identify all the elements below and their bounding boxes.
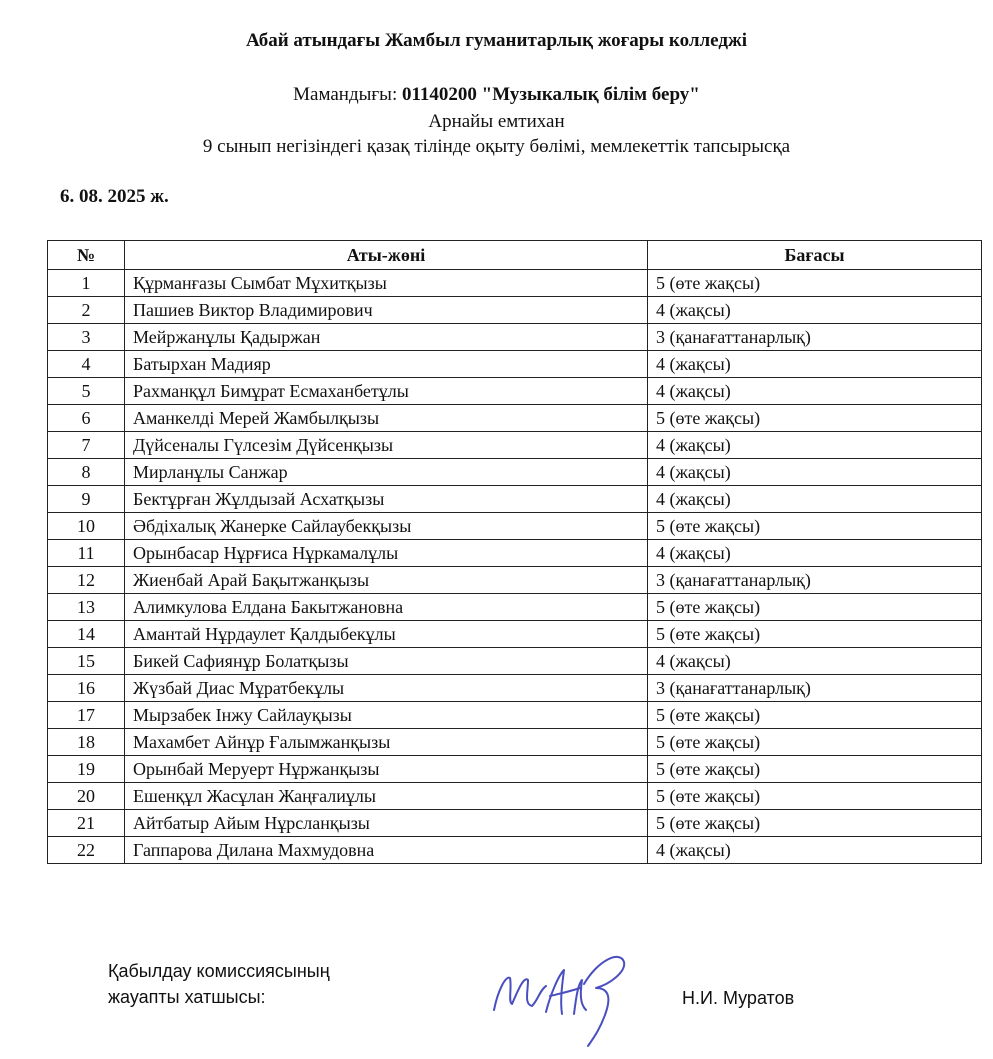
handwritten-signature — [488, 940, 638, 1050]
row-number: 3 — [48, 324, 125, 351]
student-grade: 4 (жақсы) — [648, 432, 982, 459]
table-row — [48, 270, 982, 297]
student-grade: 4 (жақсы) — [648, 486, 982, 513]
table-row — [48, 540, 982, 567]
specialty-line — [0, 84, 993, 106]
row-number: 13 — [48, 594, 125, 621]
student-grade: 5 (өте жақсы) — [648, 405, 982, 432]
student-name: Жүзбай Диас Мұратбекұлы — [125, 675, 648, 702]
table-row — [48, 729, 982, 756]
table-row — [48, 702, 982, 729]
student-name: Дүйсеналы Гүлсезім Дүйсенқызы — [125, 432, 648, 459]
row-number: 21 — [48, 810, 125, 837]
signature-label-line2: жауапты хатшысы: — [108, 987, 266, 1007]
student-grade: 4 (жақсы) — [648, 297, 982, 324]
row-number: 14 — [48, 621, 125, 648]
student-name: Батырхан Мадияр — [125, 351, 648, 378]
column-header-number: № — [48, 241, 125, 270]
row-number: 5 — [48, 378, 125, 405]
student-name: Әбдіхалық Жанерке Сайлаубекқызы — [125, 513, 648, 540]
student-grade: 5 (өте жақсы) — [648, 756, 982, 783]
college-title: Абай атындағы Жамбыл гуманитарлық жоғары колледжі — [245, 30, 748, 51]
column-header-grade: Бағасы — [648, 241, 982, 270]
row-number: 7 — [48, 432, 125, 459]
row-number: 9 — [48, 486, 125, 513]
student-name: Жиенбай Арай Бақытжанқызы — [125, 567, 648, 594]
student-grade: 4 (жақсы) — [648, 378, 982, 405]
student-name: Гаппарова Дилана Махмудовна — [125, 837, 648, 864]
student-grade: 5 (өте жақсы) — [648, 810, 982, 837]
student-name: Аманкелді Мерей Жамбылқызы — [125, 405, 648, 432]
table-row — [48, 837, 982, 864]
row-number: 4 — [48, 351, 125, 378]
student-grade: 5 (өте жақсы) — [648, 621, 982, 648]
student-name: Айтбатыр Айым Нұрсланқызы — [125, 810, 648, 837]
student-name: Махамбет Айнұр Ғалымжанқызы — [125, 729, 648, 756]
student-grade: 3 (қанағаттанарлық) — [648, 567, 982, 594]
student-name: Ешенқұл Жасұлан Жаңғалиұлы — [125, 783, 648, 810]
student-name: Орынбай Меруерт Нұржанқызы — [125, 756, 648, 783]
row-number: 17 — [48, 702, 125, 729]
table-row — [48, 432, 982, 459]
signer-name: Н.И. Муратов — [682, 988, 795, 1008]
student-name: Құрманғазы Сымбат Мұхитқызы — [125, 270, 648, 297]
table-row — [48, 621, 982, 648]
table-row — [48, 810, 982, 837]
signature-label-line1: Қабылдау комиссиясының — [108, 961, 330, 981]
row-number: 1 — [48, 270, 125, 297]
row-number: 15 — [48, 648, 125, 675]
student-grade: 3 (қанағаттанарлық) — [648, 675, 982, 702]
table-row — [48, 351, 982, 378]
row-number: 10 — [48, 513, 125, 540]
student-name: Алимкулова Елдана Бакытжановна — [125, 594, 648, 621]
table-row — [48, 459, 982, 486]
student-grade: 4 (жақсы) — [648, 540, 982, 567]
student-name: Мейржанұлы Қадыржан — [125, 324, 648, 351]
table-row — [48, 513, 982, 540]
student-grade: 4 (жақсы) — [648, 459, 982, 486]
table-body — [48, 270, 982, 864]
student-name: Мырзабек Інжу Сайлауқызы — [125, 702, 648, 729]
student-name: Орынбасар Нұрғиса Нұркамалұлы — [125, 540, 648, 567]
table-row — [48, 486, 982, 513]
table-row — [48, 756, 982, 783]
student-grade: 5 (өте жақсы) — [648, 513, 982, 540]
row-number: 8 — [48, 459, 125, 486]
row-number: 2 — [48, 297, 125, 324]
row-number: 16 — [48, 675, 125, 702]
document-date: 6. 08. 2025 ж. — [60, 186, 169, 207]
table-row — [48, 405, 982, 432]
row-number: 22 — [48, 837, 125, 864]
student-grade: 4 (жақсы) — [648, 837, 982, 864]
student-name: Бектұрған Жұлдызай Асхатқызы — [125, 486, 648, 513]
table-row — [48, 324, 982, 351]
column-header-name: Аты-жөні — [125, 241, 648, 270]
student-grade: 4 (жақсы) — [648, 351, 982, 378]
exam-title: Арнайы емтихан — [428, 111, 565, 132]
specialty-label: Мамандығы: — [293, 84, 402, 105]
table-row — [48, 783, 982, 810]
table-row — [48, 648, 982, 675]
table-row — [48, 297, 982, 324]
table-row — [48, 567, 982, 594]
student-grade: 5 (өте жақсы) — [648, 270, 982, 297]
signature-label — [108, 958, 330, 1010]
row-number: 20 — [48, 783, 125, 810]
student-name: Пашиев Виктор Владимирович — [125, 297, 648, 324]
student-name: Амантай Нұрдаулет Қалдыбекұлы — [125, 621, 648, 648]
department-line: 9 сынып негізіндегі қазақ тілінде оқыту бөлімі, мемлекеттік тапсырысқа — [202, 136, 791, 157]
student-grade: 5 (өте жақсы) — [648, 702, 982, 729]
specialty-value: 01140200 "Музыкалық білім беру" — [401, 84, 700, 105]
student-grade: 3 (қанағаттанарлық) — [648, 324, 982, 351]
student-name: Мирланұлы Санжар — [125, 459, 648, 486]
table-row — [48, 675, 982, 702]
student-grade: 5 (өте жақсы) — [648, 594, 982, 621]
student-grade: 5 (өте жақсы) — [648, 729, 982, 756]
row-number: 12 — [48, 567, 125, 594]
row-number: 11 — [48, 540, 125, 567]
row-number: 18 — [48, 729, 125, 756]
grades-table — [47, 240, 982, 864]
student-name: Бикей Сафиянұр Болатқызы — [125, 648, 648, 675]
table-header-row — [48, 241, 982, 270]
student-grade: 4 (жақсы) — [648, 648, 982, 675]
table-row — [48, 378, 982, 405]
row-number: 19 — [48, 756, 125, 783]
table-row — [48, 594, 982, 621]
row-number: 6 — [48, 405, 125, 432]
student-grade: 5 (өте жақсы) — [648, 783, 982, 810]
student-name: Рахманқұл Бимұрат Есмаханбетұлы — [125, 378, 648, 405]
